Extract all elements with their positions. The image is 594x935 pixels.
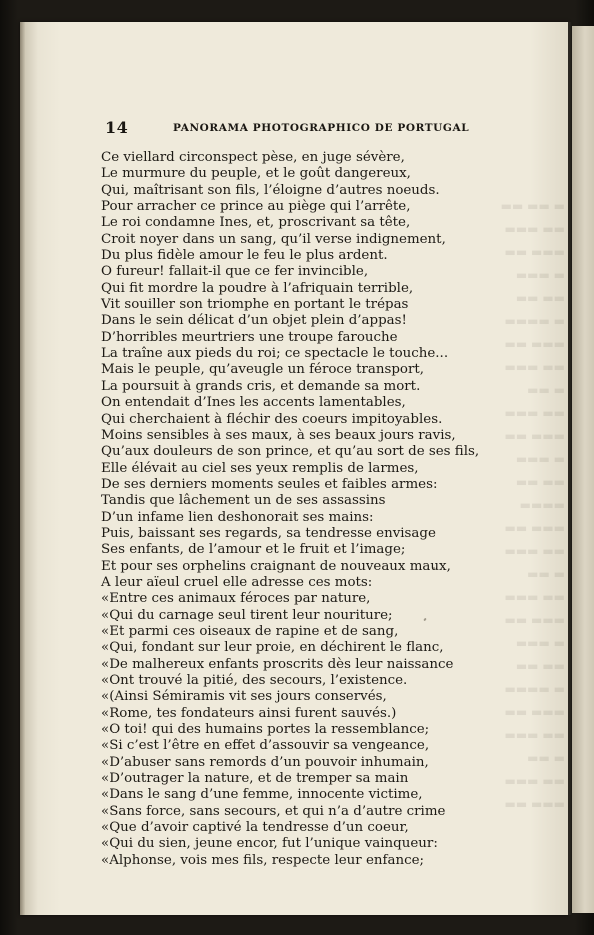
verse-line: Vit souiller son triomphe en portant le trépas: [101, 297, 409, 313]
verse-line: «D’abuser sans remords d’un pouvoir inhumain,: [101, 754, 429, 770]
verse-line: Tandis que lâchement un de ses assassins: [101, 493, 386, 509]
verse-line: «O toi! qui des humains portes la ressemblance;: [101, 722, 430, 738]
verse-line: Pour arracher ce prince au piège qui l’arrête,: [101, 199, 411, 215]
verse-line: «Qui, fondant sur leur proie, en déchirent le flanc,: [101, 640, 444, 656]
verse-line: «Qui du sien, jeune encor, fut l’unique vainqueur:: [101, 836, 438, 852]
verse-line: Qui, maîtrisant son fils, l’éloigne d’autres noeuds.: [101, 182, 440, 198]
page-header: [105, 118, 470, 140]
verse-line: Le roi condamne Ines, et, proscrivant sa tête,: [101, 215, 411, 231]
verse-line: Qui fit mordre la poudre à l’afriquain terrible,: [101, 280, 414, 296]
verse-line: «Entre ces animaux féroces par nature,: [101, 591, 371, 607]
verse-line: «Et parmi ces oiseaux de rapine et de sang,: [101, 623, 399, 639]
verse-line: A leur aïeul cruel elle adresse ces mots:: [101, 574, 373, 590]
verse-line: Qu’aux douleurs de son prince, et qu’au sort de ses fils,: [101, 444, 480, 460]
verse-line: «Si c’est l’être en effet d’assouvir sa vengeance,: [101, 738, 430, 754]
verse-line: Ce viellard circonspect pèse, en juge sévère,: [101, 150, 405, 165]
facing-page-edge: [571, 26, 594, 913]
verse-line: Elle élévait au ciel ses yeux remplis de larmes,: [101, 460, 419, 476]
verse-line: Puis, baissant ses regards, sa tendresse envisage: [101, 525, 436, 541]
verse-line: «Qui du carnage seul tirent leur nouriture;: [101, 607, 393, 623]
verse-line: «Rome, tes fondateurs ainsi furent sauvés.): [101, 705, 397, 721]
verse-line: «(Ainsi Sémiramis vit ses jours conservés,: [101, 689, 387, 705]
verse-line: Ses enfants, de l’amour et le fruit et l’image;: [101, 542, 406, 558]
verse-line: Croit noyer dans un sang, qu’il verse indignement,: [101, 231, 446, 247]
verse-line: O fureur! fallait-il que ce fer invincible,: [101, 264, 369, 280]
verse-line: De ses derniers moments seules et faibles armes:: [101, 476, 438, 492]
verse-line: Dans le sein délicat d’un objet plein d’appas!: [101, 313, 407, 329]
verse-line: «D’outrager la nature, et de tremper sa main: [101, 771, 409, 787]
verse-line: «Alphonse, vois mes fils, respecte leur enfance;: [101, 852, 425, 868]
verse-line: Le murmure du peuple, et le goût dangereux,: [101, 166, 411, 182]
verse-line: «Que d’avoir captivé la tendresse d’un coeur,: [101, 820, 409, 836]
running-title: PANORAMA PHOTOGRAPHICO DE PORTUGAL: [173, 122, 470, 134]
verse-line: Du plus fidèle amour le feu le plus ardent.: [101, 248, 388, 264]
verse-line: D’horribles meurtriers une troupe farouche: [101, 329, 398, 345]
poem-text: [101, 150, 480, 869]
verse-line: On entendait d’Ines les accents lamentables,: [101, 395, 406, 411]
verse-line: Mais le peuple, qu’aveugle un féroce transport,: [101, 362, 425, 378]
verse-line: «Dans le sang d’une femme, innocente victime,: [101, 787, 423, 803]
verse-line: Moins sensibles à ses maux, à ses beaux jours ravis,: [101, 427, 456, 443]
verse-line: Qui cherchaient à fléchir des coeurs impitoyables.: [101, 411, 443, 427]
verse-line: Et pour ses orphelins craignant de nouveaux maux,: [101, 558, 451, 574]
verse-line: «Sans force, sans secours, et qui n’a d’autre crime: [101, 803, 446, 819]
page-left-edge: [20, 22, 26, 915]
show-through-text: ▬▬ ▬▬ ▬ ▬▬▬ ▬▬ ▬▬ ▬▬▬ ▬▬▬ ▬ ▬▬ ▬▬ ▬▬▬▬ ▬ ▬▬ ▬▬▬ ▬▬▬ ▬▬ ▬▬ ▬ ▬▬▬ ▬▬ ▬▬ ▬▬▬ ▬▬▬ ▬ ▬▬ ▬▬ ▬▬▬▬ ▬▬ ▬▬▬ ▬▬▬ ▬▬ ▬▬ ▬ ▬▬▬ ▬▬ ▬▬ ▬▬▬ ▬▬▬ ▬ ▬▬ ▬▬ ▬▬▬▬ ▬ ▬▬ ▬▬▬ ▬▬▬ ▬▬ ▬▬ ▬ ▬▬▬ ▬▬ ▬▬ ▬▬▬: [500, 199, 565, 811]
verse-line: «Ont trouvé la pitié, des secours, l’existence.: [101, 673, 408, 688]
verse-line: «De malhereux enfants proscrits dès leur naissance: [101, 656, 454, 672]
verse-line: La traîne aux pieds du roi; ce spectacle le touche...: [101, 346, 449, 362]
page-number: 14: [105, 118, 129, 137]
verse-line: La poursuit à grands cris, et demande sa mort.: [101, 378, 421, 394]
verse-line: D’un infame lien deshonorait ses mains:: [101, 509, 374, 525]
